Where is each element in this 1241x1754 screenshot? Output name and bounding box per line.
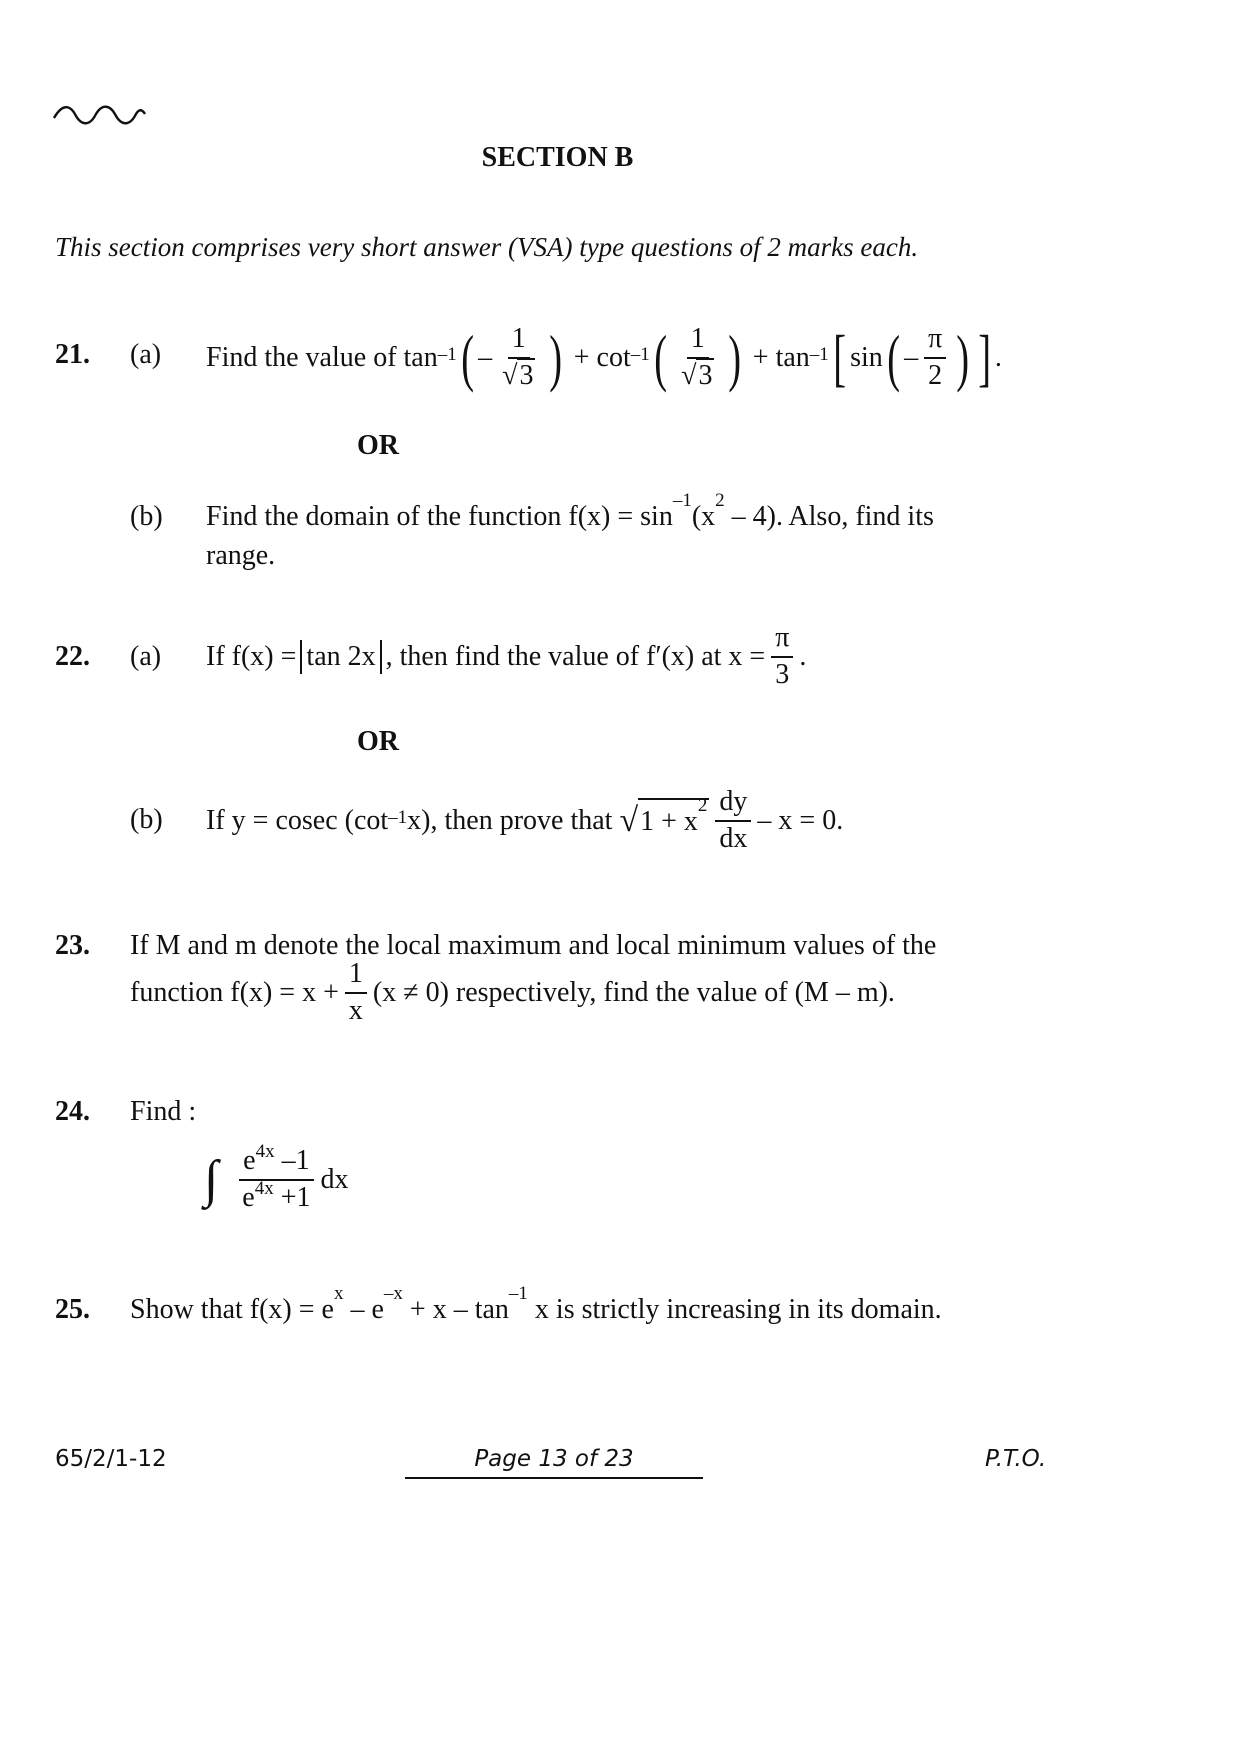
q25-post: x is strictly increasing in its domain. [527, 1294, 942, 1325]
num-exp: 4x [255, 1141, 275, 1163]
q23-line2-pre: function f(x) = x + [130, 976, 339, 1008]
abs-bar-icon [300, 640, 302, 674]
inv-exp: –1 [630, 343, 650, 365]
q25-mid2: + x – tan [402, 1294, 509, 1325]
footer-divider [405, 1477, 703, 1479]
q22b-tail: – x = 0. [757, 804, 844, 836]
q21a-label: (a) [130, 339, 162, 370]
tan-fn: tan [403, 341, 438, 373]
footer-pto: P.T.O. [985, 1446, 1047, 1472]
den-base: e [242, 1182, 255, 1213]
q25-mid1: – e [343, 1294, 384, 1325]
header-squiggle-icon [52, 100, 147, 130]
fraction-integrand [238, 1141, 314, 1214]
sqrt-icon: √ [681, 360, 697, 391]
q22-number: 22. [55, 641, 90, 672]
q25-text [130, 1283, 942, 1333]
section-title: SECTION B [481, 142, 634, 173]
inv-exp: –1 [388, 806, 408, 828]
plus-sign: + [752, 341, 769, 373]
q24-integral [204, 1140, 348, 1220]
den-tail: +1 [273, 1182, 311, 1213]
q23-line2 [130, 958, 895, 1028]
footer-code: 65/2/1-12 [55, 1446, 167, 1472]
paren-close-icon: ) [549, 322, 563, 393]
q21b-text [206, 490, 996, 579]
q22a-text [206, 622, 806, 692]
q22b-label: (b) [130, 804, 163, 835]
paren-open-icon: ( [654, 322, 667, 393]
integral-icon: ∫ [204, 1151, 219, 1208]
paren-open-icon: ( [461, 322, 474, 393]
fraction-dy-dx: $\frac{dy}{dx}$ [715, 787, 751, 855]
q22b-text [206, 783, 843, 859]
q25-number: 25. [55, 1294, 90, 1325]
paren-close-icon: ) [956, 322, 970, 393]
q22a-post: , then find the value of f′(x) at x = [385, 640, 766, 672]
inv-exp: –1 [437, 343, 457, 365]
q24-number: 24. [55, 1096, 90, 1127]
cot-fn: cot [596, 341, 631, 373]
q21a-text [206, 318, 1002, 398]
q22a-pre: If f(x) = [206, 640, 297, 672]
exp-negx: –x [383, 1283, 403, 1304]
minus-sign: – [478, 341, 493, 373]
plus-sign: + [573, 341, 590, 373]
section-note: This section comprises very short answer (VSA) type questions of 2 marks each. [55, 232, 919, 262]
minus-sign: – [904, 341, 919, 373]
den-exp: 4x [254, 1178, 274, 1199]
q21b-line1b: (x [691, 501, 716, 532]
q21b-line1c: – 4). Also, find its [724, 501, 934, 532]
or-label-1: OR [357, 430, 399, 461]
q23-number: 23. [55, 930, 90, 961]
exp-x: x [333, 1283, 344, 1304]
q21-number: 21. [55, 339, 90, 370]
abs-bar-icon [380, 640, 382, 674]
fraction-pi-3: $\frac{\pi}{3}$ [771, 623, 793, 691]
num-tail: –1 [274, 1145, 310, 1177]
q21b-line1: Find the domain of the function f(x) = sin [206, 501, 673, 532]
bracket-open-icon: [ [833, 322, 846, 393]
footer-page: Page 13 of 23 [474, 1446, 634, 1472]
sqrt-content: 1 + x [640, 805, 698, 837]
sqrt-icon: √ [502, 360, 518, 391]
paren-open-icon: ( [887, 322, 900, 393]
fraction-1-sqrt3: $\frac{1}{√3}$ [502, 323, 534, 391]
inv-exp: –1 [672, 490, 692, 511]
q22a-label: (a) [130, 641, 162, 672]
tan-fn: tan [775, 341, 810, 373]
q21a-lead: Find the value of [206, 341, 397, 373]
q23-line2-post: (x ≠ 0) respectively, find the value of (M – m). [372, 976, 895, 1008]
q24-dx: dx [320, 1163, 349, 1195]
q21b-label: (b) [130, 501, 163, 532]
inv-exp: –1 [809, 343, 829, 365]
fraction-1-x: $\frac{1}{x}$ [345, 959, 367, 1027]
num-base: e [243, 1145, 256, 1177]
q25-pre: Show that f(x) = e [130, 1294, 334, 1325]
period: . [994, 341, 1002, 373]
or-label-2: OR [357, 726, 399, 757]
sin-fn: sin [850, 341, 883, 373]
sqrt-body [638, 794, 709, 845]
q23-line1: If M and m denote the local maximum and local minimum values of the [130, 930, 937, 961]
square-exp: 2 [697, 794, 708, 816]
fraction-pi-2: $\frac{\pi}{2}$ [924, 324, 946, 392]
bracket-close-icon: ] [977, 322, 991, 393]
square-exp: 2 [715, 490, 725, 511]
q21b-line2: range. [206, 539, 276, 571]
q24-text: Find : [130, 1096, 197, 1127]
q22b-pre: If y = cosec (cot [206, 804, 389, 836]
paren-close-icon: ) [728, 322, 742, 393]
sqrt-icon: √ [619, 801, 639, 839]
q22b-mid: x), then prove that [407, 804, 613, 836]
q22a-abs: tan 2x [306, 640, 376, 672]
period: . [799, 640, 807, 672]
inv-exp: –1 [508, 1283, 528, 1304]
fraction-1-sqrt3: $\frac{1}{√3}$ [681, 323, 713, 391]
